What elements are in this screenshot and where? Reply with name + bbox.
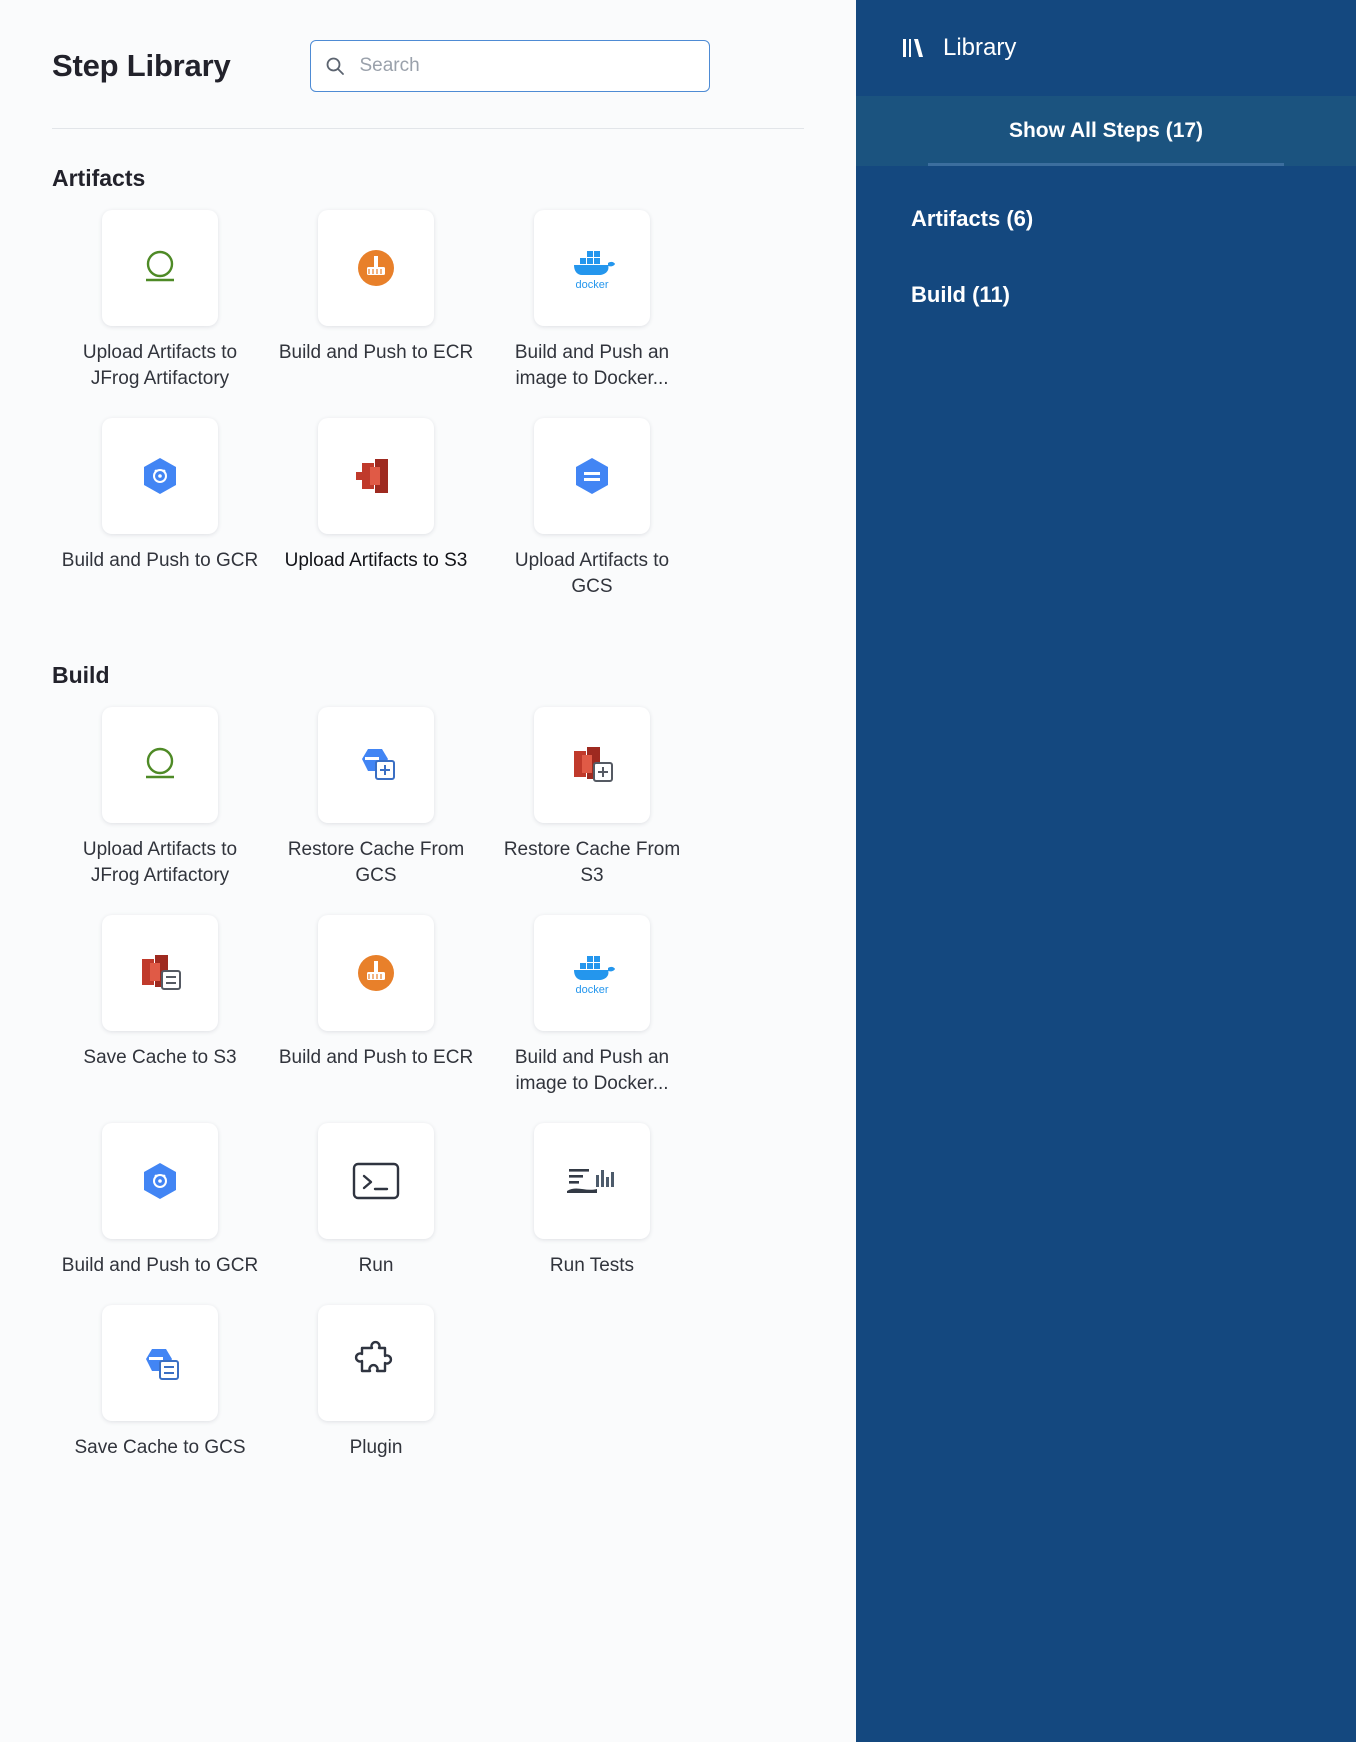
step-label: Run Tests <box>549 1255 635 1276</box>
terminal-icon <box>349 1158 403 1204</box>
step-tile[interactable] <box>534 210 650 326</box>
step-label: Build and Push an image to Docker... <box>514 1047 670 1094</box>
step-label: Restore Cache From GCS <box>287 839 465 886</box>
gcr-icon <box>134 450 186 502</box>
docker-icon <box>560 949 624 997</box>
step-label: Save Cache to S3 <box>83 1047 237 1068</box>
step-label: Build and Push to ECR <box>278 342 474 363</box>
step-tile[interactable] <box>318 1305 434 1421</box>
panel-header <box>0 0 856 92</box>
step-label: Upload Artifacts to S3 <box>284 550 468 571</box>
jfrog-icon <box>132 240 188 296</box>
section-artifacts <box>0 165 856 626</box>
search-icon <box>325 56 345 76</box>
step-tile[interactable] <box>102 418 218 534</box>
run-tests-icon <box>563 1159 621 1203</box>
show-all-steps-label: Show All Steps (17) <box>1008 119 1204 142</box>
gcs-icon <box>566 450 618 502</box>
step-tile[interactable] <box>102 707 218 823</box>
step-card-build-push-docker-build[interactable] <box>484 915 700 1097</box>
step-tile[interactable] <box>534 915 650 1031</box>
show-all-steps-tab[interactable] <box>856 96 1356 166</box>
step-card-run[interactable] <box>268 1123 484 1279</box>
step-label: Build and Push to GCR <box>61 1255 259 1276</box>
plugin-icon <box>350 1338 402 1388</box>
section-title: Build <box>52 662 110 688</box>
step-card-restore-cache-s3[interactable] <box>484 707 700 889</box>
library-header <box>856 0 1356 66</box>
search-input[interactable] <box>357 54 695 78</box>
library-sidebar <box>856 0 1356 1742</box>
section-build <box>0 662 856 1487</box>
step-label: Build and Push an image to Docker... <box>514 342 670 389</box>
tab-underline <box>928 163 1284 166</box>
category-list <box>856 166 1356 308</box>
step-card-run-tests[interactable] <box>484 1123 700 1279</box>
category-item-build[interactable]: Build (11) <box>911 282 1011 307</box>
step-card-restore-cache-gcs[interactable] <box>268 707 484 889</box>
step-card-build-push-ecr[interactable] <box>268 210 484 392</box>
step-tile[interactable] <box>318 210 434 326</box>
step-tile[interactable] <box>318 418 434 534</box>
jfrog-icon <box>132 737 188 793</box>
step-card-save-cache-gcs[interactable] <box>52 1305 268 1461</box>
step-card-upload-artifacts-gcs[interactable] <box>484 418 700 600</box>
svg-text:docker: docker <box>575 984 609 996</box>
ecr-icon <box>350 947 402 999</box>
step-grid <box>52 707 804 1487</box>
search-wrapper <box>310 40 710 92</box>
step-label: Plugin <box>349 1437 403 1458</box>
step-label: Build and Push to GCR <box>61 550 259 571</box>
step-label: Run <box>358 1255 394 1276</box>
step-grid <box>52 210 804 626</box>
step-tile[interactable] <box>102 210 218 326</box>
step-card-build-push-gcr-build[interactable] <box>52 1123 268 1279</box>
docker-icon <box>560 244 624 292</box>
save-cache-s3-icon <box>132 947 188 999</box>
step-card-upload-artifacts-jfrog-build[interactable] <box>52 707 268 889</box>
step-label: Upload Artifacts to GCS <box>514 550 670 597</box>
s3-icon <box>350 450 402 502</box>
step-tile[interactable] <box>534 1123 650 1239</box>
save-cache-gcs-icon <box>132 1337 188 1389</box>
library-icon <box>901 36 927 60</box>
step-label: Upload Artifacts to JFrog Artifactory <box>82 839 238 886</box>
step-tile[interactable] <box>534 707 650 823</box>
section-title: Artifacts <box>52 165 146 191</box>
header-divider <box>52 128 804 129</box>
step-card-build-push-ecr-build[interactable] <box>268 915 484 1097</box>
step-tile[interactable] <box>102 915 218 1031</box>
page-title: Step Library <box>52 48 231 83</box>
step-label: Upload Artifacts to JFrog Artifactory <box>82 342 238 389</box>
step-card-save-cache-s3[interactable] <box>52 915 268 1097</box>
step-tile[interactable] <box>534 418 650 534</box>
step-tile[interactable] <box>102 1123 218 1239</box>
svg-text:docker: docker <box>575 279 609 291</box>
step-card-plugin[interactable] <box>268 1305 484 1461</box>
library-title: Library <box>943 34 1017 61</box>
ecr-icon <box>350 242 402 294</box>
gcr-icon <box>134 1155 186 1207</box>
step-tile[interactable] <box>102 1305 218 1421</box>
step-label: Save Cache to GCS <box>74 1437 246 1458</box>
category-item-artifacts[interactable]: Artifacts (6) <box>911 206 1034 231</box>
step-tile[interactable] <box>318 707 434 823</box>
step-label: Restore Cache From S3 <box>503 839 681 886</box>
step-card-upload-artifacts-s3[interactable] <box>268 418 484 600</box>
step-label: Build and Push to ECR <box>278 1047 474 1068</box>
restore-cache-gcs-icon <box>348 739 404 791</box>
step-card-upload-artifacts-jfrog[interactable] <box>52 210 268 392</box>
step-tile[interactable] <box>318 1123 434 1239</box>
restore-cache-s3-icon <box>564 739 620 791</box>
search-box[interactable] <box>310 40 710 92</box>
step-card-build-push-docker[interactable] <box>484 210 700 392</box>
step-tile[interactable] <box>318 915 434 1031</box>
step-card-build-push-gcr[interactable] <box>52 418 268 600</box>
